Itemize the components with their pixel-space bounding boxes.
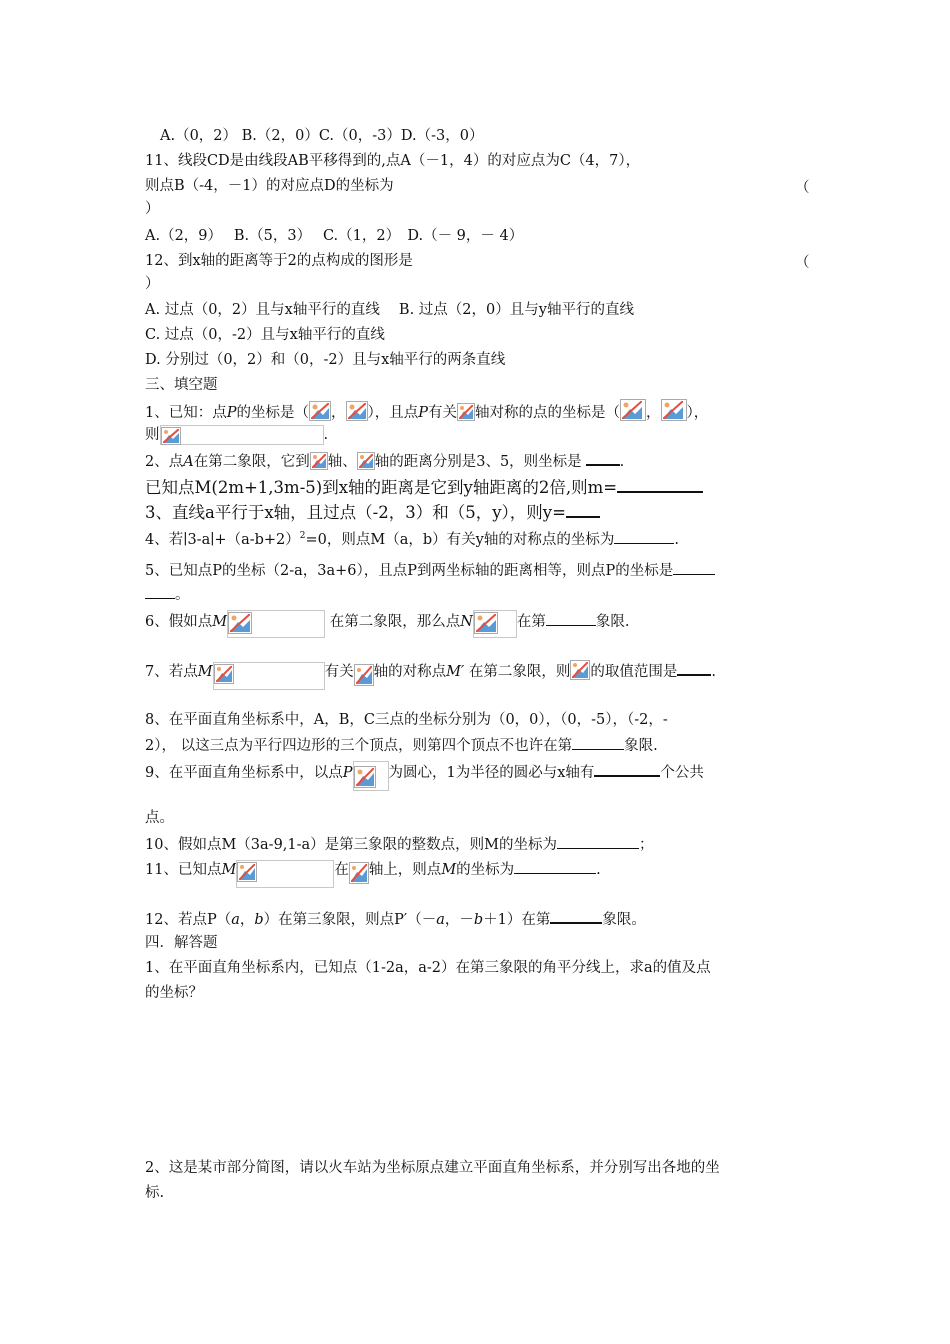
- broken-image-icon: [354, 766, 376, 788]
- text: .: [674, 531, 679, 548]
- answer-blank[interactable]: [673, 560, 715, 575]
- var-m: M: [221, 862, 237, 878]
- text: 在第二象限，它到: [193, 454, 310, 470]
- answer-image-box: [236, 860, 334, 888]
- fill-2: [145, 450, 624, 472]
- text: 有关: [428, 405, 458, 421]
- text: 在第二象限，则: [464, 664, 571, 680]
- fill-11: [145, 859, 601, 888]
- fill-9-line2: 点。: [145, 810, 174, 826]
- text: =0，则点M（a，b）有关y轴的对称点的坐标为: [305, 531, 615, 548]
- fill-1-line2: [145, 425, 328, 445]
- var-n: N: [460, 614, 473, 630]
- q12-option-a-b: A. 过点（0，2）且与x轴平行的直线 B. 过点（2，0）且与y轴平行的直线: [145, 302, 634, 318]
- text: 轴上，则点: [368, 862, 442, 878]
- broken-image-icon: [214, 664, 234, 684]
- text: 则: [145, 427, 160, 443]
- fill-extra: [145, 475, 703, 498]
- var-p: P: [342, 765, 353, 781]
- answer-blank[interactable]: [145, 584, 175, 599]
- text: 3、直线a平行于x轴，且过点（-2，3）和（5，y），则y=: [145, 503, 566, 522]
- q11-stem-line1: 11、线段CD是由线段AB平移得到的,点A（－1，4）的对应点为C（4，7），: [145, 153, 641, 169]
- solve-2-line2: 标.: [145, 1185, 165, 1201]
- text: 轴的距离分别是3、5，则坐标是: [374, 454, 582, 470]
- text: .: [323, 427, 329, 443]
- broken-image-icon: [309, 401, 331, 421]
- fill-7: [145, 660, 716, 690]
- text: 4、若∣3-a∣+（a-b+2）: [145, 531, 300, 548]
- text: .: [596, 862, 601, 878]
- broken-image-icon: [354, 664, 374, 686]
- text: ），且点: [367, 405, 419, 421]
- broken-image-icon: [570, 660, 590, 680]
- answer-blank[interactable]: [546, 611, 596, 626]
- text: ；: [639, 837, 654, 853]
- text: 。: [175, 587, 190, 603]
- q11-answer-paren-close: ）: [145, 201, 160, 217]
- answer-blank[interactable]: [566, 500, 600, 518]
- fill-5-line1: [145, 560, 715, 581]
- q12-option-c: C. 过点（0，-2）且与x轴平行的直线: [145, 327, 385, 343]
- broken-image-icon: [620, 399, 646, 421]
- broken-image-icon: [228, 612, 252, 634]
- var-p: P: [418, 405, 429, 421]
- answer-image-box: [473, 610, 517, 638]
- solve-1-line1: 1、在平面直角坐标系内，已知点（1-2a，a-2）在第三象限的角平分线上，求a的值及点: [145, 960, 711, 976]
- text: 象限。: [602, 912, 646, 928]
- q10-options: A.（0，2） B.（2，0）C.（0，-3）D.（-3，0）: [160, 128, 484, 144]
- text: .: [711, 664, 716, 680]
- solve-2-line1: 2、这是某市部分简图，请以火车站为坐标原点建立平面直角坐标系，并分别写出各地的坐: [145, 1160, 720, 1176]
- text: 在第二象限，那么点: [325, 614, 461, 630]
- answer-blank[interactable]: [572, 735, 624, 750]
- text: 在第: [516, 614, 546, 630]
- text: 2、点: [145, 454, 184, 470]
- exponent: 2: [299, 531, 306, 541]
- text: .: [619, 454, 625, 470]
- text: 轴、: [327, 454, 357, 470]
- text: ，－: [444, 912, 474, 928]
- answer-image-box: [213, 662, 325, 690]
- text: 1、已知：点: [145, 405, 227, 421]
- broken-image-icon: [357, 452, 375, 470]
- fill-4: [145, 526, 679, 550]
- text: 2）， 以这三点为平行四边形的三个顶点，则第四个顶点不也许在第: [145, 738, 573, 754]
- text: ，: [331, 405, 346, 421]
- text: ）在第三象限，则点P′（－: [263, 912, 437, 928]
- answer-blank[interactable]: [617, 475, 703, 493]
- fill-12: [145, 908, 646, 930]
- text: ＋1）在第: [483, 912, 551, 928]
- broken-image-icon: [349, 862, 369, 884]
- broken-image-icon: [474, 612, 498, 634]
- text: 9、在平面直角坐标系中，以点: [145, 765, 343, 781]
- fill-8-line2: [145, 735, 658, 756]
- q12-answer-paren-open: （: [795, 255, 810, 271]
- text: 在: [334, 862, 349, 878]
- answer-image-box: [227, 610, 325, 638]
- var-m: M: [197, 664, 213, 680]
- text: ，: [646, 405, 661, 421]
- fill-3: [145, 500, 600, 523]
- text: 有关: [324, 664, 354, 680]
- text: 7、若点: [145, 664, 198, 680]
- var-a: A: [183, 454, 194, 470]
- section-fill-blank-title: 三、填空题: [145, 377, 218, 393]
- q12-answer-paren-close: ）: [145, 276, 160, 292]
- solve-1-line2: 的坐标？: [145, 985, 203, 1001]
- answer-blank[interactable]: [514, 859, 596, 874]
- text: 个公共: [660, 765, 704, 781]
- text: 5、已知点P的坐标（2-a，3a+6），且点P到两坐标轴的距离相等，则点P的坐标是: [145, 563, 674, 579]
- text: 的坐标为: [456, 862, 515, 878]
- section-answer-title: 四．解答题: [145, 935, 218, 951]
- text: 已知点M(2m+1,3m-5)到x轴的距离是它到y轴距离的2倍,则m=: [145, 478, 618, 497]
- fill-8-line1: 8、在平面直角坐标系中，A，B，C三点的坐标分别为（0，0），（0，-5），（-2，-: [145, 712, 668, 728]
- text: 为圆心，1为半径的圆必与x轴有: [388, 765, 595, 781]
- broken-image-icon: [310, 452, 328, 470]
- var-m: M: [441, 862, 457, 878]
- q11-answer-paren-open: （: [795, 180, 810, 196]
- broken-image-icon: [237, 862, 257, 882]
- text: 轴对称的点的坐标是（: [475, 405, 621, 421]
- text: 象限.: [624, 738, 658, 754]
- answer-blank[interactable]: [550, 908, 602, 924]
- answer-blank[interactable]: [614, 529, 674, 544]
- broken-image-icon: [161, 427, 181, 445]
- text: 6、假如点: [145, 614, 213, 630]
- text: 的坐标是（: [236, 405, 309, 421]
- fill-10: [145, 834, 654, 855]
- answer-blank[interactable]: [557, 834, 639, 849]
- var-b: b: [473, 912, 484, 928]
- answer-blank[interactable]: [594, 761, 660, 777]
- fill-6: [145, 610, 630, 638]
- q11-options: A.（2，9） B.（5，3） C.（1，2） D.（－ 9，－ 4）: [145, 228, 524, 244]
- text: 的取值范围是: [590, 664, 678, 680]
- answer-image-box: [160, 425, 324, 445]
- text: 11、已知点: [145, 862, 222, 878]
- broken-image-icon: [457, 403, 475, 421]
- fill-9-line1: [145, 761, 704, 791]
- text: 12、若点P（: [145, 912, 232, 928]
- text: ），: [686, 405, 709, 421]
- broken-image-icon: [346, 401, 368, 421]
- q11-stem-line2: 则点B（-4，－1）的对应点D的坐标为: [145, 178, 394, 194]
- answer-blank[interactable]: [677, 660, 711, 676]
- text: 10、假如点M（3a-9,1-a）是第三象限的整数点，则M的坐标为: [145, 837, 558, 853]
- q12-option-d: D. 分别过（0，2）和（0，-2）且与x轴平行的两条直线: [145, 352, 506, 368]
- answer-image-box: [353, 761, 389, 791]
- text: 象限.: [595, 614, 630, 630]
- var-a: a: [231, 912, 240, 928]
- var-b: b: [254, 912, 264, 928]
- var-p: P: [226, 405, 237, 421]
- var-m-prime: M′: [446, 664, 465, 680]
- fill-5-line2: [145, 584, 190, 605]
- var-m: M: [212, 614, 228, 630]
- text: ，: [239, 912, 255, 928]
- broken-image-icon: [661, 399, 687, 421]
- text: 轴的对称点: [373, 664, 447, 680]
- fill-1-line1: [145, 399, 708, 423]
- answer-blank[interactable]: [586, 450, 620, 466]
- var-a: a: [436, 912, 445, 928]
- q12-stem: 12、到x轴的距离等于2的点构成的图形是: [145, 253, 413, 269]
